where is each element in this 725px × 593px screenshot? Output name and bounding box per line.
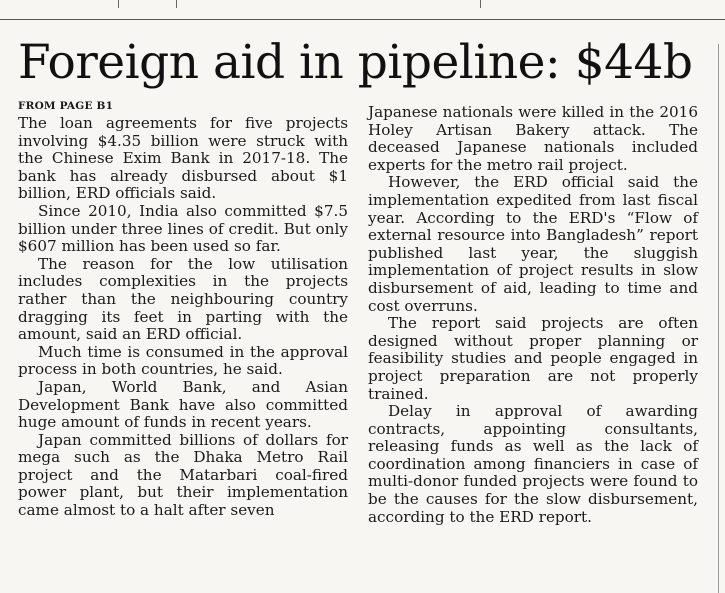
article-headline: Foreign aid in pipeline: $44b [18,35,693,90]
article-column-left [18,100,348,520]
right-column-edge [718,44,719,593]
page-top-rule [0,0,725,20]
paragraph: However, the ERD official said the implementation expedited from last fiscal year. According to the ERD's “Flow of external resource into Bangladesh” report published last year, the sluggish implementation of project results in slow disbursement of aid, leading to time and cost overruns. [368,173,698,315]
paragraph: Japanese nationals were killed in the 2016 Holey Artisan Bakery attack. The deceased Japanese nationals included experts for the metro rail project. [368,103,698,174]
paragraph: Much time is consumed in the approval process in both countries, he said. [18,342,348,379]
paragraph: The reason for the low utilisation includes complexities in the projects rather than the neighbouring country dragging its feet in parting with the amount, said an ERD official. [18,254,348,344]
article-column-right [368,104,698,526]
paragraph: The loan agreements for five projects involving $4.35 billion were struck with the Chinese Exim Bank in 2017-18. The bank has already disbursed about $1 billion, ERD officials said. [18,114,348,203]
paragraph: Japan, World Bank, and Asian Development Bank have also committed huge amount of funds in recent years. [18,377,348,432]
paragraph: Since 2010, India also committed $7.5 billion under three lines of credit. But only $607 million has been used so far. [18,201,348,256]
top-divider [0,19,725,20]
top-tick [118,0,119,8]
paragraph: Japan committed billions of dollars for mega such as the Dhaka Metro Rail project and the Matarbari coal-fired power plant, but their implementation came almost to a halt after seven [18,430,348,520]
paragraph: Delay in approval of awarding contracts, appointing consultants, releasing funds as well as the lack of coordination among financiers in case of multi-donor funded projects were found to be the causes for the slow disbursement, according to the ERD report. [368,402,698,526]
jump-line: FROM PAGE B1 [18,100,114,112]
top-tick [176,0,177,8]
paragraph: The report said projects are often designed without proper planning or feasibility studies and people engaged in project preparation are not properly trained. [368,314,698,403]
top-tick [480,0,481,8]
